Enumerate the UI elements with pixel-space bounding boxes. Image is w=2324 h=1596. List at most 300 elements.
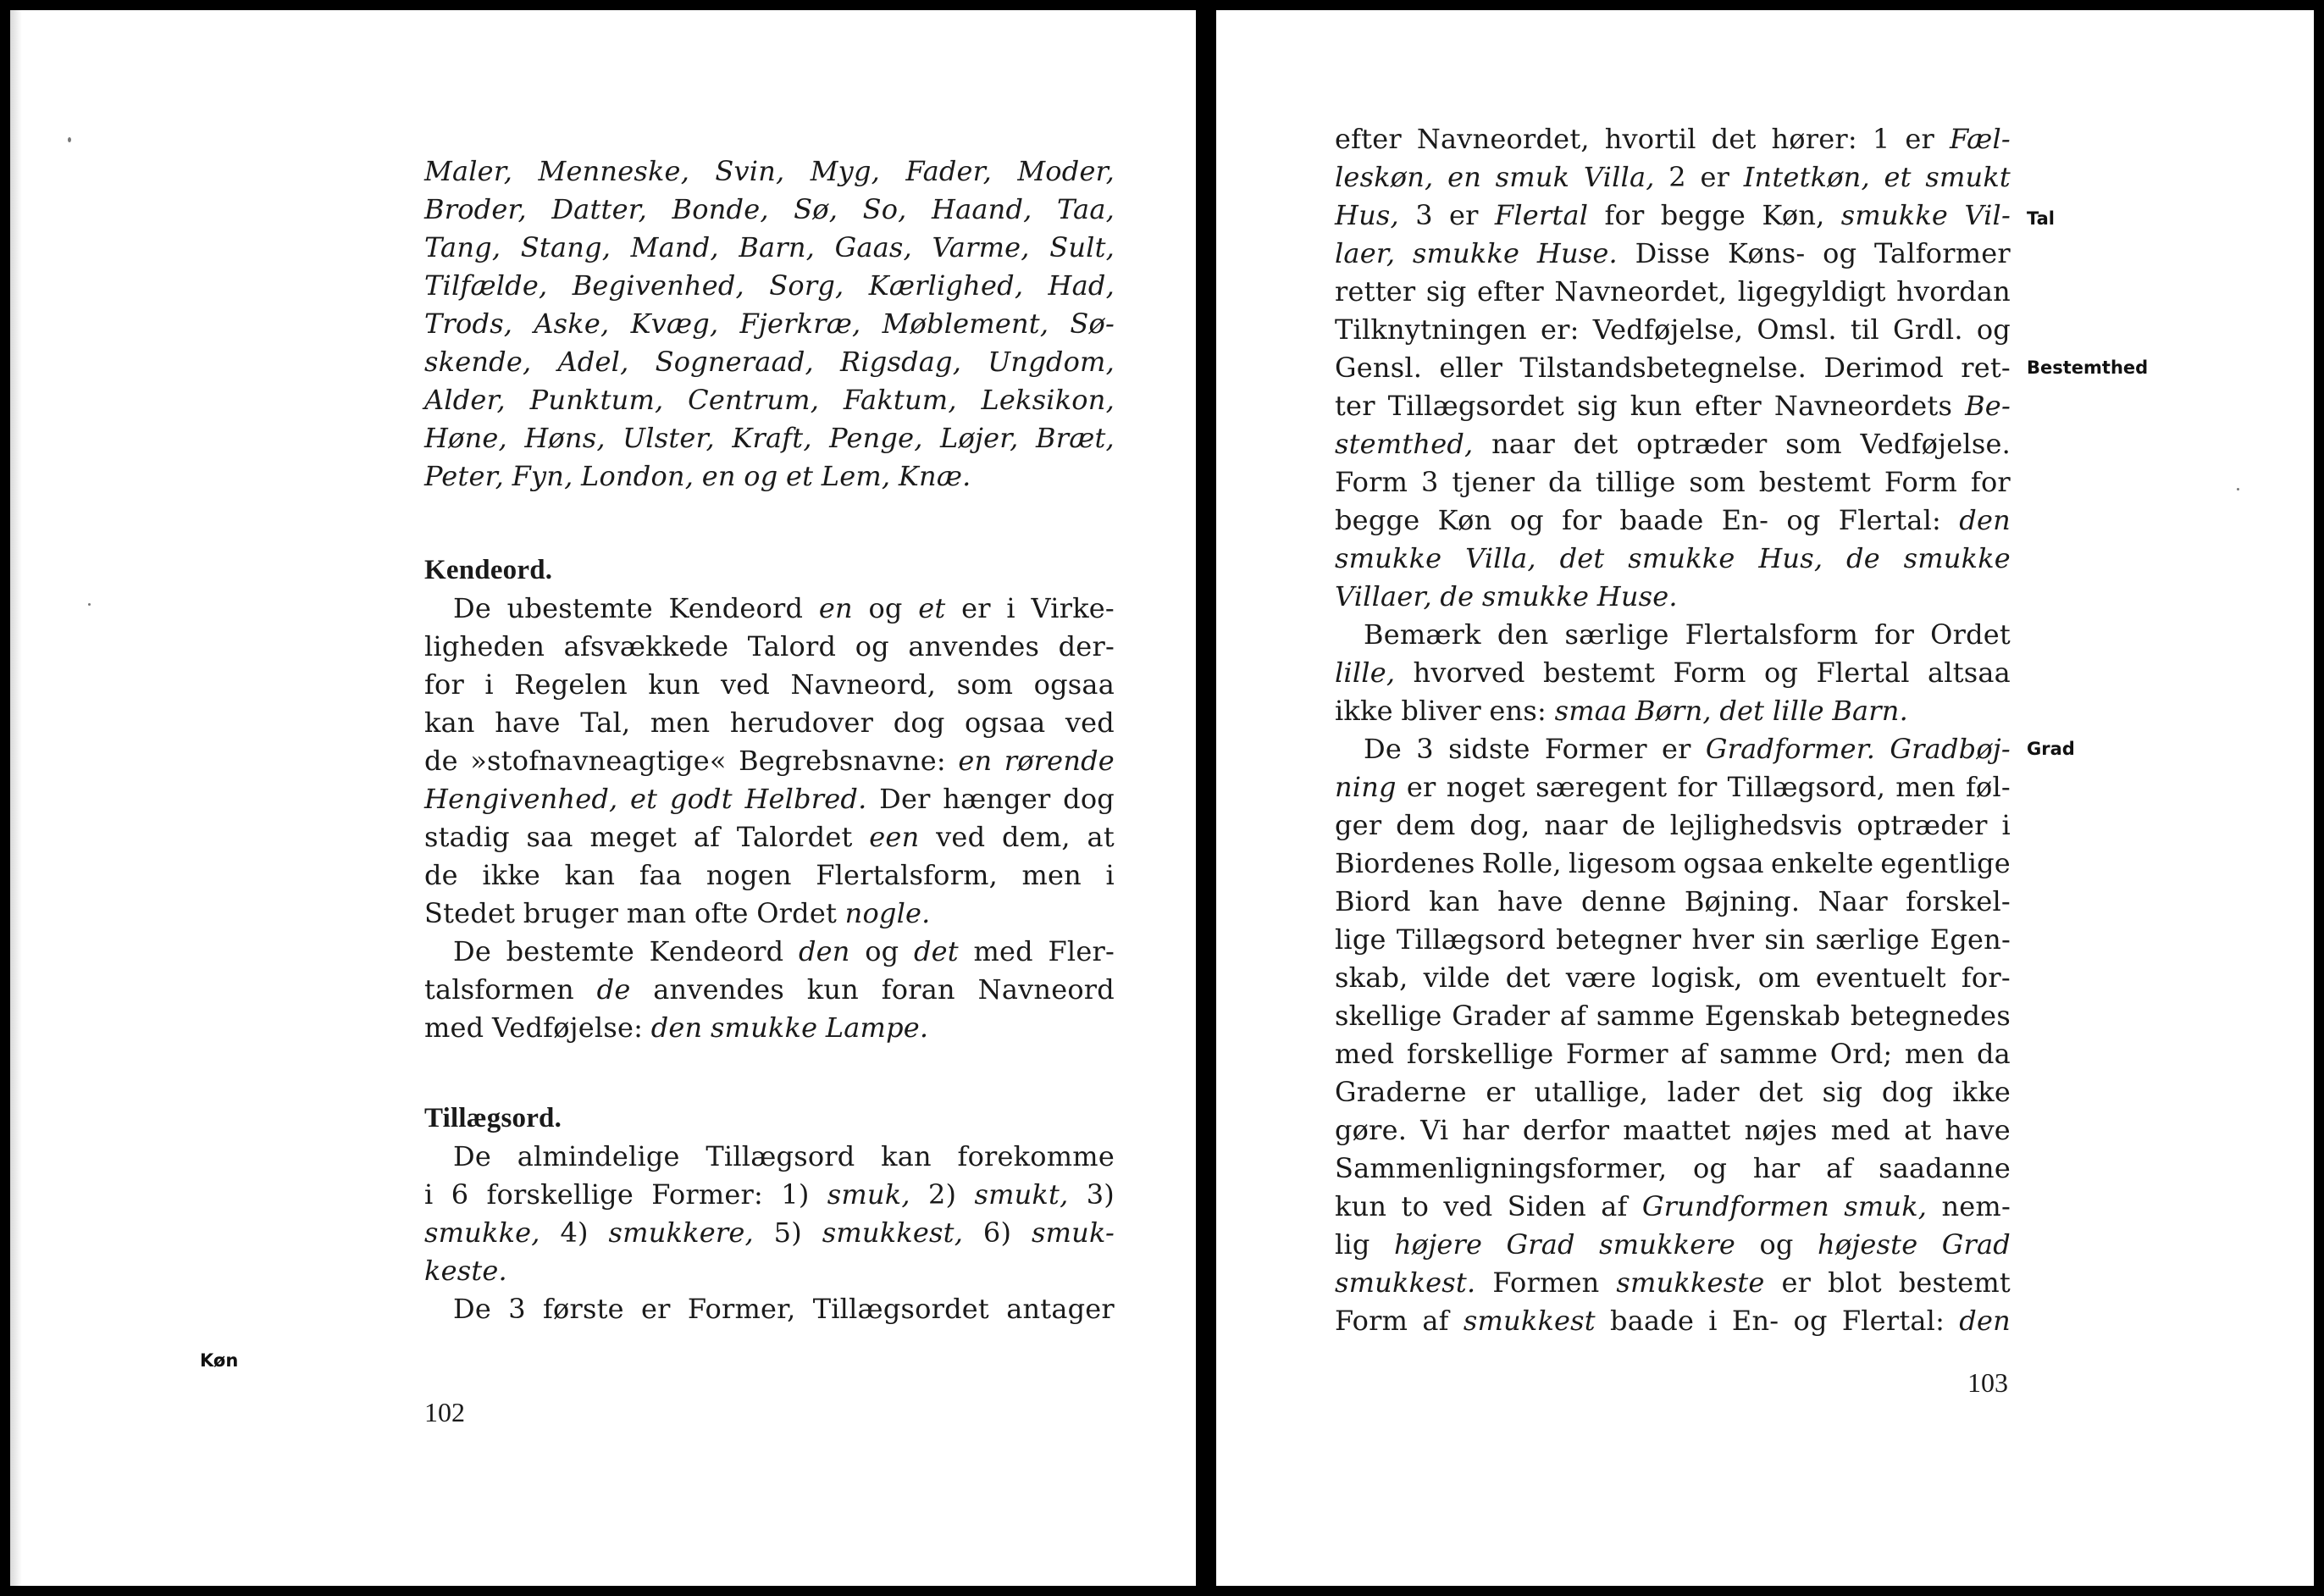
- word: 6: [451, 1178, 469, 1211]
- word: Punktum,: [529, 384, 664, 416]
- paper-speck: [68, 137, 71, 142]
- word: Fyn,: [512, 460, 573, 492]
- word: og: [1823, 237, 1857, 269]
- word: De: [1364, 733, 1402, 765]
- section-heading: [424, 551, 1115, 590]
- word: Tillægsordet: [1387, 390, 1564, 422]
- text-line: [424, 229, 1115, 267]
- word: hvortil: [1604, 123, 1696, 155]
- word: kan: [881, 1140, 932, 1172]
- text-line: [1335, 1035, 2011, 1073]
- word: er: [1905, 123, 1934, 155]
- word: sig: [1822, 1076, 1863, 1108]
- text-line: [1335, 1111, 2011, 1150]
- word: af: [1680, 1038, 1707, 1070]
- text-line: [1335, 1302, 2011, 1340]
- text-line: [1335, 730, 2011, 768]
- word: Fler-: [1048, 935, 1115, 967]
- word: i: [1006, 592, 1015, 624]
- word: Graderne: [1335, 1076, 1467, 1108]
- word: da: [1976, 1038, 2011, 1070]
- word: Børn,: [1635, 695, 1712, 727]
- word: Høns,: [524, 422, 606, 454]
- word: og: [1693, 1152, 1728, 1184]
- word: lejlighedsvis: [1669, 809, 1843, 841]
- word: rørende: [1004, 745, 1115, 777]
- word: har: [1462, 1114, 1509, 1146]
- word: Had,: [1048, 269, 1115, 302]
- word: ens:: [1489, 695, 1547, 727]
- text-line: [424, 933, 1115, 971]
- word: smukke: [1412, 237, 1520, 269]
- word: kun: [806, 973, 859, 1006]
- word: smukke: [1903, 542, 2011, 574]
- word: Knæ.: [898, 460, 971, 492]
- word: Villa,: [1583, 161, 1655, 193]
- word: i: [424, 1178, 434, 1211]
- word: anvendes: [653, 973, 785, 1006]
- text-line: [424, 666, 1115, 704]
- word: ogsaa: [1033, 668, 1115, 701]
- word: Grader: [1452, 1000, 1551, 1032]
- word: stemthed,: [1335, 428, 1474, 460]
- word: sin: [1764, 923, 1806, 956]
- word: eventuelt: [1815, 961, 1946, 994]
- word: London,: [581, 460, 694, 492]
- word: hænger: [943, 783, 1051, 815]
- word: blot: [1828, 1266, 1882, 1299]
- word: Køn,: [1762, 199, 1825, 231]
- word: dem: [1396, 809, 1456, 841]
- word: Fjerkræ,: [739, 308, 861, 340]
- word: baade: [1619, 504, 1704, 536]
- word: Virke-: [1031, 592, 1115, 624]
- text-line: [424, 856, 1115, 895]
- word: Egenskab: [1704, 1000, 1841, 1032]
- word: So,: [862, 193, 907, 225]
- word: Løjer,: [940, 422, 1019, 454]
- text-line: [424, 1176, 1115, 1214]
- word: Stedet: [424, 897, 516, 929]
- word: betegnedes: [1850, 1000, 2011, 1032]
- word: at: [1904, 1114, 1932, 1146]
- word: ogsaa: [1683, 847, 1764, 879]
- word: efter: [1695, 390, 1762, 422]
- word: i: [484, 668, 494, 701]
- word: Svin,: [715, 155, 785, 187]
- word: men: [1895, 771, 1956, 803]
- text-line: [424, 457, 1115, 496]
- word: Tillægsord: [706, 1140, 855, 1172]
- word: Ordet: [1930, 618, 2011, 651]
- word: ikke: [1335, 695, 1393, 727]
- text-line: [1335, 692, 2011, 730]
- word: for: [1874, 618, 1915, 651]
- word: Siden: [1507, 1190, 1586, 1222]
- word: Omsl.: [1757, 313, 1837, 346]
- word: er:: [1540, 313, 1580, 346]
- word: logisk,: [1652, 961, 1743, 994]
- word: som: [1785, 428, 1842, 460]
- word: Helbred.: [744, 783, 867, 815]
- word: Kraft,: [732, 422, 812, 454]
- text-line: [1335, 1073, 2011, 1111]
- word: keste.: [424, 1255, 507, 1287]
- word: meget: [589, 821, 678, 853]
- text-line: [424, 191, 1115, 229]
- word: Form: [1673, 657, 1746, 689]
- word: efter: [1477, 275, 1544, 308]
- text-line: [424, 590, 1115, 628]
- word: og: [1976, 313, 2011, 346]
- word: Regelen: [514, 668, 628, 701]
- word: kun: [1335, 1190, 1387, 1222]
- word: kan: [424, 707, 475, 739]
- word: ikke: [482, 859, 541, 891]
- word: til: [1850, 313, 1879, 346]
- word: Flertal: [1816, 657, 1910, 689]
- word: Tilfælde,: [424, 269, 548, 302]
- text-line: [1335, 540, 2011, 578]
- word: er: [1661, 733, 1691, 765]
- text-line: [424, 1009, 1115, 1047]
- word: Tillægsord.: [424, 1103, 562, 1133]
- word: Flertal: [1494, 199, 1589, 231]
- word: Biordenes: [1335, 847, 1475, 879]
- word: kun: [648, 668, 700, 701]
- paragraph-gap: [424, 496, 1115, 551]
- word: men: [1021, 859, 1082, 891]
- word: efter: [1335, 123, 1402, 155]
- word: og: [1764, 657, 1799, 689]
- text-line: [1335, 311, 2011, 349]
- word: i: [1105, 859, 1115, 891]
- word: Form: [1335, 466, 1408, 498]
- word: men: [1904, 1038, 1965, 1070]
- word: Datter,: [551, 193, 648, 225]
- word: faa: [639, 859, 683, 891]
- text-line: [1335, 502, 2011, 540]
- text-line: [1335, 1226, 2011, 1264]
- word: 3: [1415, 199, 1433, 231]
- word: for: [1604, 199, 1645, 231]
- margin-note-bestemthed: Bestemthed: [2027, 357, 2149, 378]
- word: at: [1087, 821, 1115, 853]
- word: to: [1401, 1190, 1430, 1222]
- word: 2): [927, 1178, 957, 1211]
- text-line: [424, 152, 1115, 191]
- text-line: [424, 971, 1115, 1009]
- word: med: [1830, 1114, 1891, 1146]
- word: ning: [1335, 771, 1397, 803]
- word: Penge,: [829, 422, 923, 454]
- word: Leksikon,: [981, 384, 1115, 416]
- word: skellige: [1335, 1000, 1442, 1032]
- word: talsformen: [424, 973, 574, 1006]
- word: nogen: [706, 859, 792, 891]
- word: Kendeord.: [424, 555, 553, 585]
- word: Varme,: [932, 231, 1030, 263]
- word: bestemte: [506, 935, 635, 967]
- word: denne: [1580, 885, 1667, 917]
- word: ved: [1443, 1190, 1493, 1222]
- word: være: [1565, 961, 1636, 994]
- word: optræder: [1856, 809, 1988, 841]
- word: Tal,: [580, 707, 631, 739]
- word: den: [1959, 1305, 2011, 1337]
- word: Vil-: [1964, 199, 2011, 231]
- text-line: [1335, 463, 2011, 502]
- word: Sø-: [1070, 308, 1115, 340]
- word: antager: [1006, 1293, 1115, 1325]
- word: Navneord: [977, 973, 1115, 1006]
- word: Tilstandsbetegnelse.: [1519, 352, 1807, 384]
- word: og: [855, 630, 889, 662]
- word: Sø,: [794, 193, 838, 225]
- word: Grad: [1941, 1228, 2011, 1261]
- word: 2: [1668, 161, 1686, 193]
- text-line: [1335, 1264, 2011, 1302]
- word: noget: [1446, 771, 1525, 803]
- word: de: [596, 973, 631, 1006]
- word: i: [2001, 809, 2011, 841]
- word: En-: [1731, 1305, 1779, 1337]
- text-line: [1335, 883, 2011, 921]
- word: Grundformen: [1641, 1190, 1829, 1222]
- word: lige: [1335, 923, 1386, 956]
- word: Broder,: [424, 193, 527, 225]
- word: smuk,: [827, 1178, 910, 1211]
- word: de: [1622, 809, 1656, 841]
- text-line: [1335, 273, 2011, 311]
- word: Barn,: [739, 231, 815, 263]
- word: en: [818, 592, 853, 624]
- word: altsaa: [1928, 657, 2011, 689]
- left-page-text: [424, 152, 1115, 1328]
- word: een: [869, 821, 920, 853]
- word: Sult,: [1049, 231, 1115, 263]
- text-line: [424, 1138, 1115, 1176]
- word: 3: [508, 1293, 526, 1325]
- text-line: [1335, 806, 2011, 845]
- word: med: [973, 935, 1033, 967]
- word: det: [1573, 428, 1618, 460]
- word: vilde: [1423, 961, 1491, 994]
- word: ved: [936, 821, 986, 853]
- left-page: [10, 10, 1196, 1586]
- word: Bonde,: [672, 193, 769, 225]
- word: kun: [1630, 390, 1682, 422]
- word: Rigsdag,: [840, 346, 962, 378]
- word: det: [1559, 542, 1605, 574]
- word: smukt: [1925, 161, 2011, 193]
- word: men: [650, 707, 711, 739]
- word: Ungdom,: [988, 346, 1115, 378]
- word: en: [701, 460, 736, 492]
- word: dem,: [1002, 821, 1071, 853]
- word: smukt,: [974, 1178, 1069, 1211]
- word: og: [1793, 1305, 1828, 1337]
- word: Begivenhed,: [572, 269, 744, 302]
- word: med: [1335, 1038, 1395, 1070]
- word: sig: [1425, 275, 1467, 308]
- word: Talformer: [1873, 237, 2011, 269]
- word: have: [1945, 1114, 2011, 1146]
- text-line: [1335, 158, 2011, 197]
- word: En-: [1721, 504, 1769, 536]
- word: Villaer,: [1335, 580, 1432, 612]
- word: Flertalsform: [1685, 618, 1859, 651]
- word: den: [1959, 504, 2011, 536]
- word: et: [1884, 161, 1912, 193]
- word: Moder,: [1017, 155, 1115, 187]
- word: de: [1440, 580, 1475, 612]
- word: for: [424, 668, 465, 701]
- word: den: [1497, 618, 1549, 651]
- word: Derimod: [1823, 352, 1944, 384]
- word: De: [453, 592, 491, 624]
- word: derfor: [1522, 1114, 1610, 1146]
- text-line: [1335, 845, 2011, 883]
- word: samme: [1596, 1000, 1695, 1032]
- word: afsvækkede: [563, 630, 729, 662]
- right-page-text: [1335, 120, 2011, 1340]
- word: Ord;: [1829, 1038, 1893, 1070]
- text-line: [424, 305, 1115, 343]
- word: et: [786, 460, 814, 492]
- word: et: [630, 783, 658, 815]
- word: bestemt: [1758, 466, 1872, 498]
- word: Bræt,: [1036, 422, 1115, 454]
- word: laer,: [1335, 237, 1396, 269]
- word: lader: [1667, 1076, 1740, 1108]
- word: optræder: [1636, 428, 1768, 460]
- word: Møblement,: [882, 308, 1049, 340]
- word: Hengivenhed,: [424, 783, 618, 815]
- word: 1): [781, 1178, 810, 1211]
- word: hører:: [1771, 123, 1857, 155]
- text-line: [1335, 425, 2011, 463]
- word: lille,: [1335, 657, 1396, 689]
- word: Kvæg,: [630, 308, 719, 340]
- text-line: [424, 780, 1115, 818]
- word: Lem,: [821, 460, 891, 492]
- word: og: [1786, 504, 1821, 536]
- word: Adel,: [557, 346, 629, 378]
- word: saadanne: [1879, 1152, 2011, 1184]
- text-line: [424, 628, 1115, 666]
- word: er: [1700, 161, 1730, 193]
- word: Grdl.: [1892, 313, 1963, 346]
- word: lille: [1772, 695, 1824, 727]
- word: 4): [560, 1216, 589, 1249]
- word: Maler,: [424, 155, 513, 187]
- word: smukkest.: [1335, 1266, 1476, 1299]
- word: de: [424, 859, 458, 891]
- word: begge: [1335, 504, 1420, 536]
- word: nøjes: [1744, 1114, 1818, 1146]
- word: Gensl.: [1335, 352, 1423, 384]
- word: føl-: [1965, 771, 2011, 803]
- word: smukkeste: [1616, 1266, 1765, 1299]
- word: og: [865, 935, 899, 967]
- word: Hus,: [1335, 199, 1399, 231]
- word: Flertal:: [1838, 504, 1942, 536]
- word: om: [1757, 961, 1801, 994]
- text-line: [424, 742, 1115, 780]
- word: for: [1970, 466, 2011, 498]
- word: de: [1846, 542, 1880, 574]
- word: ter: [1335, 390, 1375, 422]
- word: Lampe.: [825, 1011, 929, 1044]
- text-line: [1335, 120, 2011, 158]
- word: Vedføjelse.: [1860, 428, 2011, 460]
- word: smukke: [1840, 199, 1949, 231]
- word: Fader,: [905, 155, 993, 187]
- text-line: [1335, 578, 2011, 616]
- text-line: [1335, 959, 2011, 997]
- word: stadig: [424, 821, 510, 853]
- text-line: [1335, 654, 2011, 692]
- text-line: [1335, 616, 2011, 654]
- text-line: [1335, 349, 2011, 387]
- word: smaa: [1554, 695, 1628, 727]
- word: af: [1422, 1305, 1449, 1337]
- word: Flertalsform,: [816, 859, 999, 891]
- word: ved: [1065, 707, 1115, 739]
- word: anvendes: [908, 630, 1040, 662]
- word: »stofnavneagtige«: [470, 745, 727, 777]
- word: Sammenligningsformer,: [1335, 1152, 1668, 1184]
- word: Myg,: [810, 155, 881, 187]
- word: det: [1758, 1076, 1804, 1108]
- word: tillige: [1595, 466, 1676, 498]
- word: Rolle,: [1481, 847, 1562, 879]
- word: ger: [1335, 809, 1382, 841]
- word: ogsaa: [965, 707, 1046, 739]
- word: for-: [1961, 961, 2011, 994]
- word: Villa,: [1465, 542, 1536, 574]
- word: er: [961, 592, 991, 624]
- word: Der: [879, 783, 931, 815]
- word: Køn: [1437, 504, 1492, 536]
- word: og: [868, 592, 903, 624]
- word: Be-: [1965, 390, 2011, 422]
- word: bliver: [1401, 695, 1481, 727]
- word: forskellige: [1406, 1038, 1554, 1070]
- word: en: [1447, 161, 1482, 193]
- word: særegent: [1536, 771, 1668, 803]
- paragraph-gap: [424, 1047, 1115, 1100]
- margin-note-kon: Køn: [200, 1350, 239, 1371]
- word: Form: [1884, 466, 1958, 498]
- word: baade: [1610, 1305, 1695, 1337]
- word: Kærlighed,: [868, 269, 1024, 302]
- word: Stang,: [520, 231, 611, 263]
- word: Gaas,: [834, 231, 912, 263]
- word: maattet: [1623, 1114, 1731, 1146]
- word: egentlige: [1880, 847, 2011, 879]
- word: Hus,: [1758, 542, 1823, 574]
- word: dog: [1063, 783, 1115, 815]
- word: det: [1719, 695, 1765, 727]
- section-heading: [424, 1100, 1115, 1138]
- word: ikke: [1952, 1076, 2011, 1108]
- text-line: [424, 267, 1115, 305]
- word: en: [958, 745, 993, 777]
- word: sidste: [1448, 733, 1530, 765]
- word: naar: [1544, 809, 1608, 841]
